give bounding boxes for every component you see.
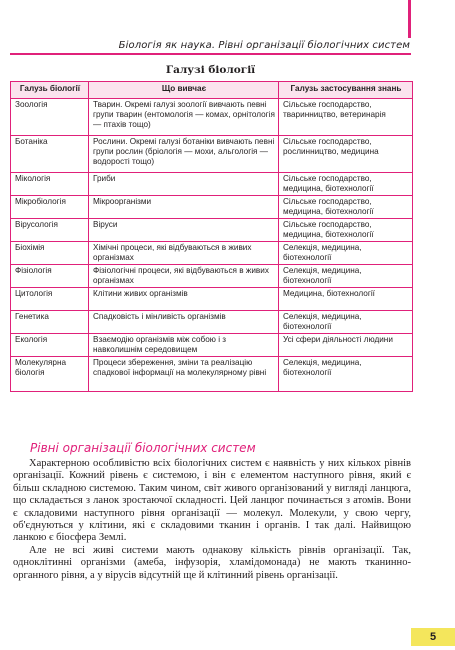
table-row [11,136,413,173]
application-cell: Сільське господарство, медицина, біотехнології [279,219,413,242]
branch-cell: Молекулярна біологія [11,357,89,392]
table-header-row [11,82,413,99]
table-row [11,357,413,392]
application-cell: Селекція, медицина, біотехнології [279,357,413,392]
table-row [11,196,413,219]
application-cell: Сільське господарство, медицина, біотехнології [279,173,413,196]
table-row [11,242,413,265]
running-head: Біологія як наука. Рівні організації біологічних систем [118,40,410,51]
branch-cell: Мікробіологія [11,196,89,219]
application-cell: Селекція, медицина, біотехнології [279,265,413,288]
studies-cell: Хімічні процеси, які відбуваються в живих організмах [89,242,279,265]
application-cell: Селекція, медицина, біотехнології [279,311,413,334]
studies-cell: Тварин. Окремі галузі зоології вивчають певні групи тварин (ентомологія — комах, орнітологія — птахів тощо) [89,99,279,136]
page-edge-marker [408,0,411,38]
table-row [11,219,413,242]
table-row [11,311,413,334]
branch-cell: Вірусологія [11,219,89,242]
branch-cell: Ботаніка [11,136,89,173]
header-branch: Галузь біології [11,82,89,99]
studies-cell: Віруси [89,219,279,242]
studies-cell: Процеси збереження, зміни та реалізацію спадкової інформації на молекулярному рівні [89,357,279,392]
branch-cell: Біохімія [11,242,89,265]
application-cell: Усі сфери діяльності людини [279,334,413,357]
header-studies: Що вивчає [89,82,279,99]
studies-cell: Рослини. Окремі галузі ботаніки вивчають певні групи рослин (бріологія — мохи, альгологія — водорості тощо) [89,136,279,173]
branch-cell: Фізіологія [11,265,89,288]
table-row [11,288,413,311]
studies-cell: Взаємодію організмів між собою і з навколишнім середовищем [89,334,279,357]
studies-cell: Клітини живих організмів [89,288,279,311]
application-cell: Медицина, біотехнології [279,288,413,311]
paragraph: Характерною особливістю всіх біологічних систем є наявність у них кількох рівнів організації. Кожний рівень є системою, і він є елементом наступного рівня, який є більш складною системою. Таким чином, світ живого організований у вигляді ланцюга, що складається з ланок зростаючої складності. Цей ланцюг починається з атомів. Вони є складовими наступного рівня організації — молекул. Молекули, у свою чергу, об'єднуються у клітини, які є складовими тканин і органів. І так далі. Найвищою ланкою є біосфера Землі. [13,458,411,544]
table-row [11,173,413,196]
branch-cell: Цитологія [11,288,89,311]
table-title: Галузі біології [165,64,256,76]
application-cell: Сільське господарство, тваринництво, ветеринарія [279,99,413,136]
page-number: 5 [411,628,455,646]
section-body [13,458,411,582]
application-cell: Сільське господарство, рослинництво, медицина [279,136,413,173]
studies-cell: Мікроорганізми [89,196,279,219]
studies-cell: Гриби [89,173,279,196]
branches-table [10,81,413,392]
branch-cell: Мікологія [11,173,89,196]
studies-cell: Фізіологічні процеси, які відбуваються в живих організмах [89,265,279,288]
header-application: Галузь застосування знань [279,82,413,99]
branch-cell: Зоологія [11,99,89,136]
branch-cell: Генетика [11,311,89,334]
section-heading: Рівні організації біологічних систем [30,441,256,455]
paragraph: Але не всі живі системи мають однакову кількість рівнів організації. Так, одноклітинні організми (амеба, інфузорія, хламідомонада) не мають тканинно-органного рівня, а у вірусів відсутній ще й клітинний рівень організації. [13,544,411,581]
branch-cell: Екологія [11,334,89,357]
application-cell: Сільське господарство, медицина, біотехнології [279,196,413,219]
table-row [11,334,413,357]
studies-cell: Спадковість і мінливість організмів [89,311,279,334]
header-rule [10,53,411,55]
table-row [11,265,413,288]
application-cell: Селекція, медицина, біотехнології [279,242,413,265]
table-row [11,99,413,136]
